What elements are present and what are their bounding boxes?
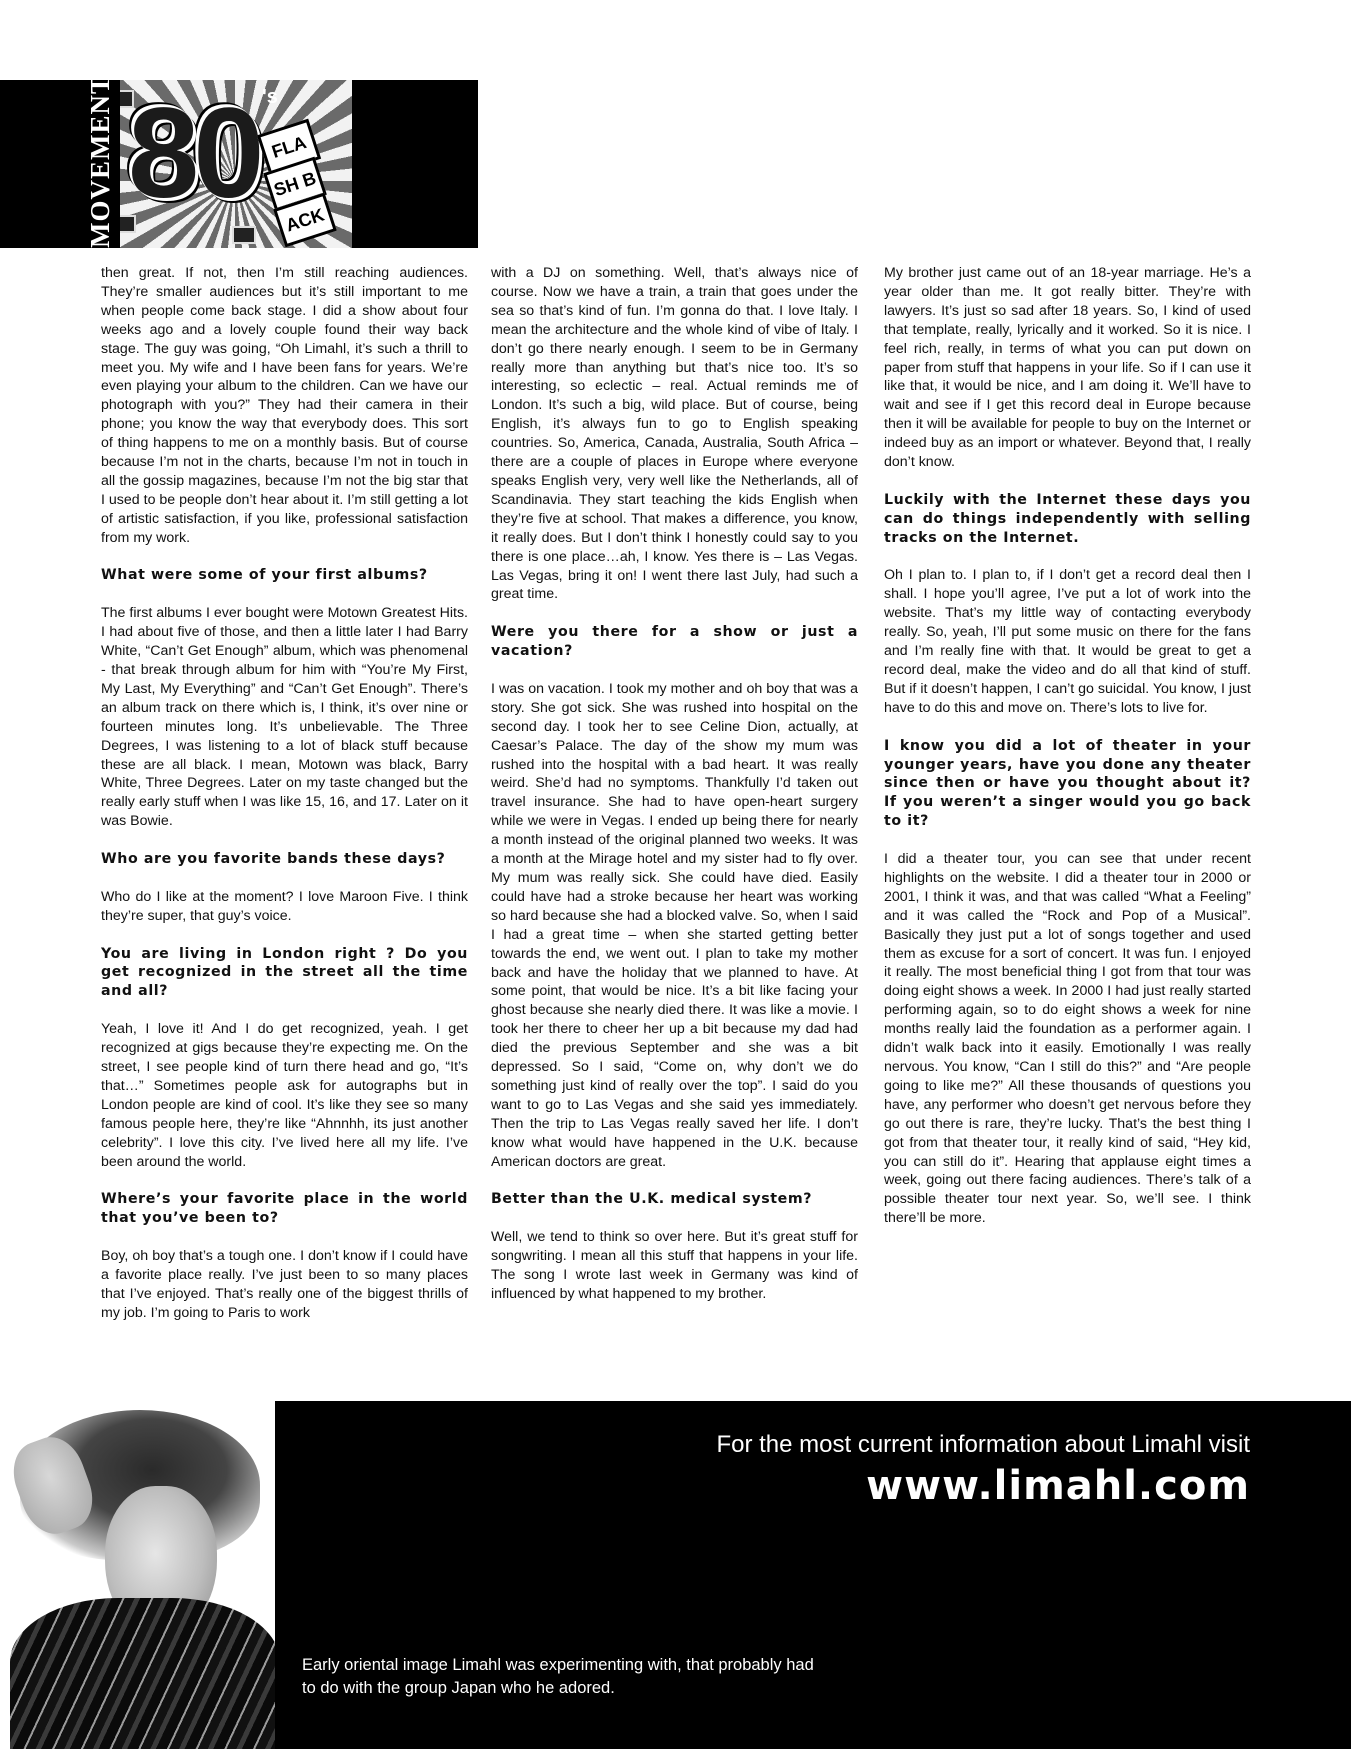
movement-label: MOVEMENT: [80, 80, 120, 248]
flashback-cube-face-2: SH B: [263, 157, 327, 212]
interview-question: You are living in London right ? Do you get recognized in the street all the time and all?: [101, 945, 468, 1000]
photo-jacket-shape: [10, 1598, 276, 1749]
interview-question: What were some of your first albums?: [101, 567, 428, 584]
interview-question: Where’s your favorite place in the world that you’ve been to?: [101, 1191, 468, 1227]
article-column-3: [884, 264, 1251, 1354]
film-frame-decoration: [232, 226, 256, 244]
interview-answer: Well, we tend to think so over here. But it’s great stuff for songwriting. I mean all this stuff that happens in your life. The song I wrote last week in Germany was kind of influenced by what happened to my brother.: [491, 1229, 858, 1302]
interview-answer: Oh I plan to. I plan to, if I don’t get a record deal then I shall. I hope you’ll agree, I’ve put a lot of work into the website. That’s my little way of contacting everybody really. So, yeah, I’ll put some music on there for the fans and I’m really fine with that. It would be great to get a record deal, make the video and do all that kind of stuff. But if it doesn’t happen, I can’t go suicidal. You know, I just have to do this and move on. There’s lots to live for.: [884, 567, 1251, 716]
interview-question: Who are you favorite bands these days?: [101, 851, 446, 868]
decade-numerals: 80: [128, 82, 259, 225]
website-url[interactable]: www.limahl.com: [866, 1463, 1250, 1509]
article-column-2: [491, 264, 858, 1354]
flashback-cube-face-1: FLA: [257, 119, 321, 176]
article-column-1: [101, 264, 468, 1354]
flashback-cube-face-3: ACK: [273, 193, 337, 248]
interview-answer: The first albums I ever bought were Motown Greatest Hits. I had about five of those, and then a little later I had Barry White, “Can’t Get Enough” album, which was phenomenal - that break through album for him with “You’re My First, My Last, My Everything” and “Can’t Get Enough”. There’s an album track on there which is, I think, it’s over nine or fourteen minutes long. It’s unbelievable. The Three Degrees, I was listening to a lot of black stuff because these are all black. I mean, Motown was black, Barry White, Three Degrees. Later on my taste changed but the really early stuff when I was like 15, 16, and 17. Later on it was Bowie.: [101, 605, 468, 830]
interview-answer: Boy, oh boy that’s a tough one. I don’t know if I could have a favorite place really. I’ve just been to so many places that I’ve enjoyed. That’s really one of the biggest thrills of my job. I’m going to Paris to work: [101, 1248, 468, 1321]
info-line: For the most current information about Limahl visit: [716, 1431, 1250, 1458]
interview-answer: I did a theater tour, you can see that under recent highlights on the website. I did a theater tour in 2000 or 2001, I think it was, and that was called “What a Feeling” and it was called the “Rock and Pop of a Musical”. Basically they just put a lot of songs together and used them as excuse for a sort of concert. It was fun. I enjoyed it really. The most beneficial thing I got from that tour was doing eight shows a week. In 2000 I had just really started performing again, so to do eight shows a week for nine months really laid the foundation as a performer again. I didn’t walk back into it easily. Emotionally I was really nervous. You know, “Can I still do this?” and “Are people going to like me?” All these thousands of questions you have, any performer who doesn’t get nervous before they go out there is rare, they’re lucky. That’s the best thing I got from that theater tour, it really kind of said, “Hey kid, you can still do it”. Hearing that applause eight times a week, going out there facing audiences. There’s talk of a possible theater tour next year. So, we’ll see. I think there’ll be more.: [884, 851, 1251, 1227]
masthead-banner: [0, 75, 478, 248]
interview-answer: Who do I like at the moment? I love Maroon Five. I think they’re super, that guy’s voice.: [101, 888, 468, 924]
interview-answer: with a DJ on something. Well, that’s always nice of course. Now we have a train, a train that goes under the sea so that’s kind of fun. I’m gonna do that. I love Italy. I mean the architecture and the whole kind of vibe of Italy. I don’t go there nearly enough. I seem to be in Germany really more than anything but that’s nice too. It’s so interesting, so eclectic – real. Actual reminds me of London. It’s such a big, wild place. But of course, being English, it’s always fun to go to English speaking countries. So, America, Canada, Australia, South Africa – there are a couple of places in Europe where everyone speaks English very, very well like the Netherlands, all of Scandinavia. They start teaching the kids English when they’re five at school. That makes a difference, you know, it really does. But I don’t think I honestly could say to you there is one place…ah, I know. Yes there is – Las Vegas. Las Vegas, bring it on! I went there last July, had such a great time.: [491, 265, 858, 603]
interview-answer: then great. If not, then I’m still reaching audiences. They’re smaller audiences but it’s still important to me when people come back stage. I did a show about four weeks ago and a lovely couple found their way back stage. The guy was going, “Oh Limahl, it’s such a thrill to meet you. My wife and I have been fans for years. We’re even playing your album to the children. Can we have our photograph with you?” They had their camera in their phone; you know the way that everybody does. This sort of thing happens to me on a monthly basis. But of course because I’m not in the charts, because I’m not in touch in all the gossip magazines, because I’m not the big star that I used to be people don’t hear about it. I’m still getting a lot of artistic satisfaction, if you like, professional satisfaction from my work.: [101, 265, 468, 546]
photo-caption: Early oriental image Limahl was experimenting with, that probably had to do with the group Japan who he adored.: [302, 1656, 814, 1697]
interview-question: Luckily with the Internet these days you can do things independently with selling tracks on the Internet.: [884, 491, 1251, 546]
limahl-portrait-photo: [0, 1398, 276, 1749]
interview-answer: My brother just came out of an 18-year marriage. He’s a year older than me. It got really bitter. They’re with lawyers. It’s just so sad after 18 years. So, I kind of used that template, really, lyrically and it worked. So it is nice. I feel rich, really, in terms of what you can put down on paper from stuff that happens in your life. So if I can use it like that, it would be nice, and I am doing it. We’ll have to wait and see if I get this record deal in Europe because then it will be available for people to buy on the Internet or indeed buy as an import or whatever. Beyond that, I really don’t know.: [884, 265, 1251, 471]
decade-suffix: 's: [262, 86, 278, 108]
interview-question: Better than the U.K. medical system?: [491, 1191, 813, 1208]
interview-answer: Yeah, I love it! And I do get recognized, yeah. I get recognized at gigs because they’re expecting me. On the street, I see people kind of turn there head and go, “It’s that…” Sometimes people ask for autographs but in London people are kind of cool. It’s like they see so many famous people here, they’re like “Ahnnhh, its just another celebrity”. I love this city. I’ve lived here all my life. I’ve been around the world.: [101, 1021, 468, 1170]
interview-question: Were you there for a show or just a vacation?: [491, 624, 858, 660]
interview-question: I know you did a lot of theater in your younger years, have you done any theater since then or have you thought about it? If you weren’t a singer would you go back to it?: [884, 737, 1251, 830]
interview-answer: I was on vacation. I took my mother and oh boy that was a story. She got sick. She was rushed into hospital on the second day. I took her to see Celine Dion, actually, at Caesar’s Palace. The day of the show my mum was rushed into the hospital with a bad heart. It was really weird. She’d had no symptoms. Thankfully I’d taken out travel insurance. She had to have open-heart surgery while we were in Vegas. I ended up being there for nearly a month instead of the original planned two weeks. It was a month at the Mirage hotel and my sister had to fly over. My mum was really sick. She could have died. Easily could have had a stroke because her heart was working so hard because she had a blocked valve. So, when I said I had a great time – when she started getting better towards the end, we went out. I plan to take my mother back and have the holiday that we planned to have. At some point, that would be nice. It’s a bit like facing your ghost because she nearly died there. It was like a movie. I took her there to cheer her up a bit because my dad had died the previous September and she was a bit depressed. So I said, “Come on, why don’t we do something just kind of really over the top”. I said do you want to go to Las Vegas and she said yes immediately. Then the trip to Las Vegas really saved her life. I don’t know what would have happened in the U.K. because American doctors are great.: [491, 680, 858, 1170]
